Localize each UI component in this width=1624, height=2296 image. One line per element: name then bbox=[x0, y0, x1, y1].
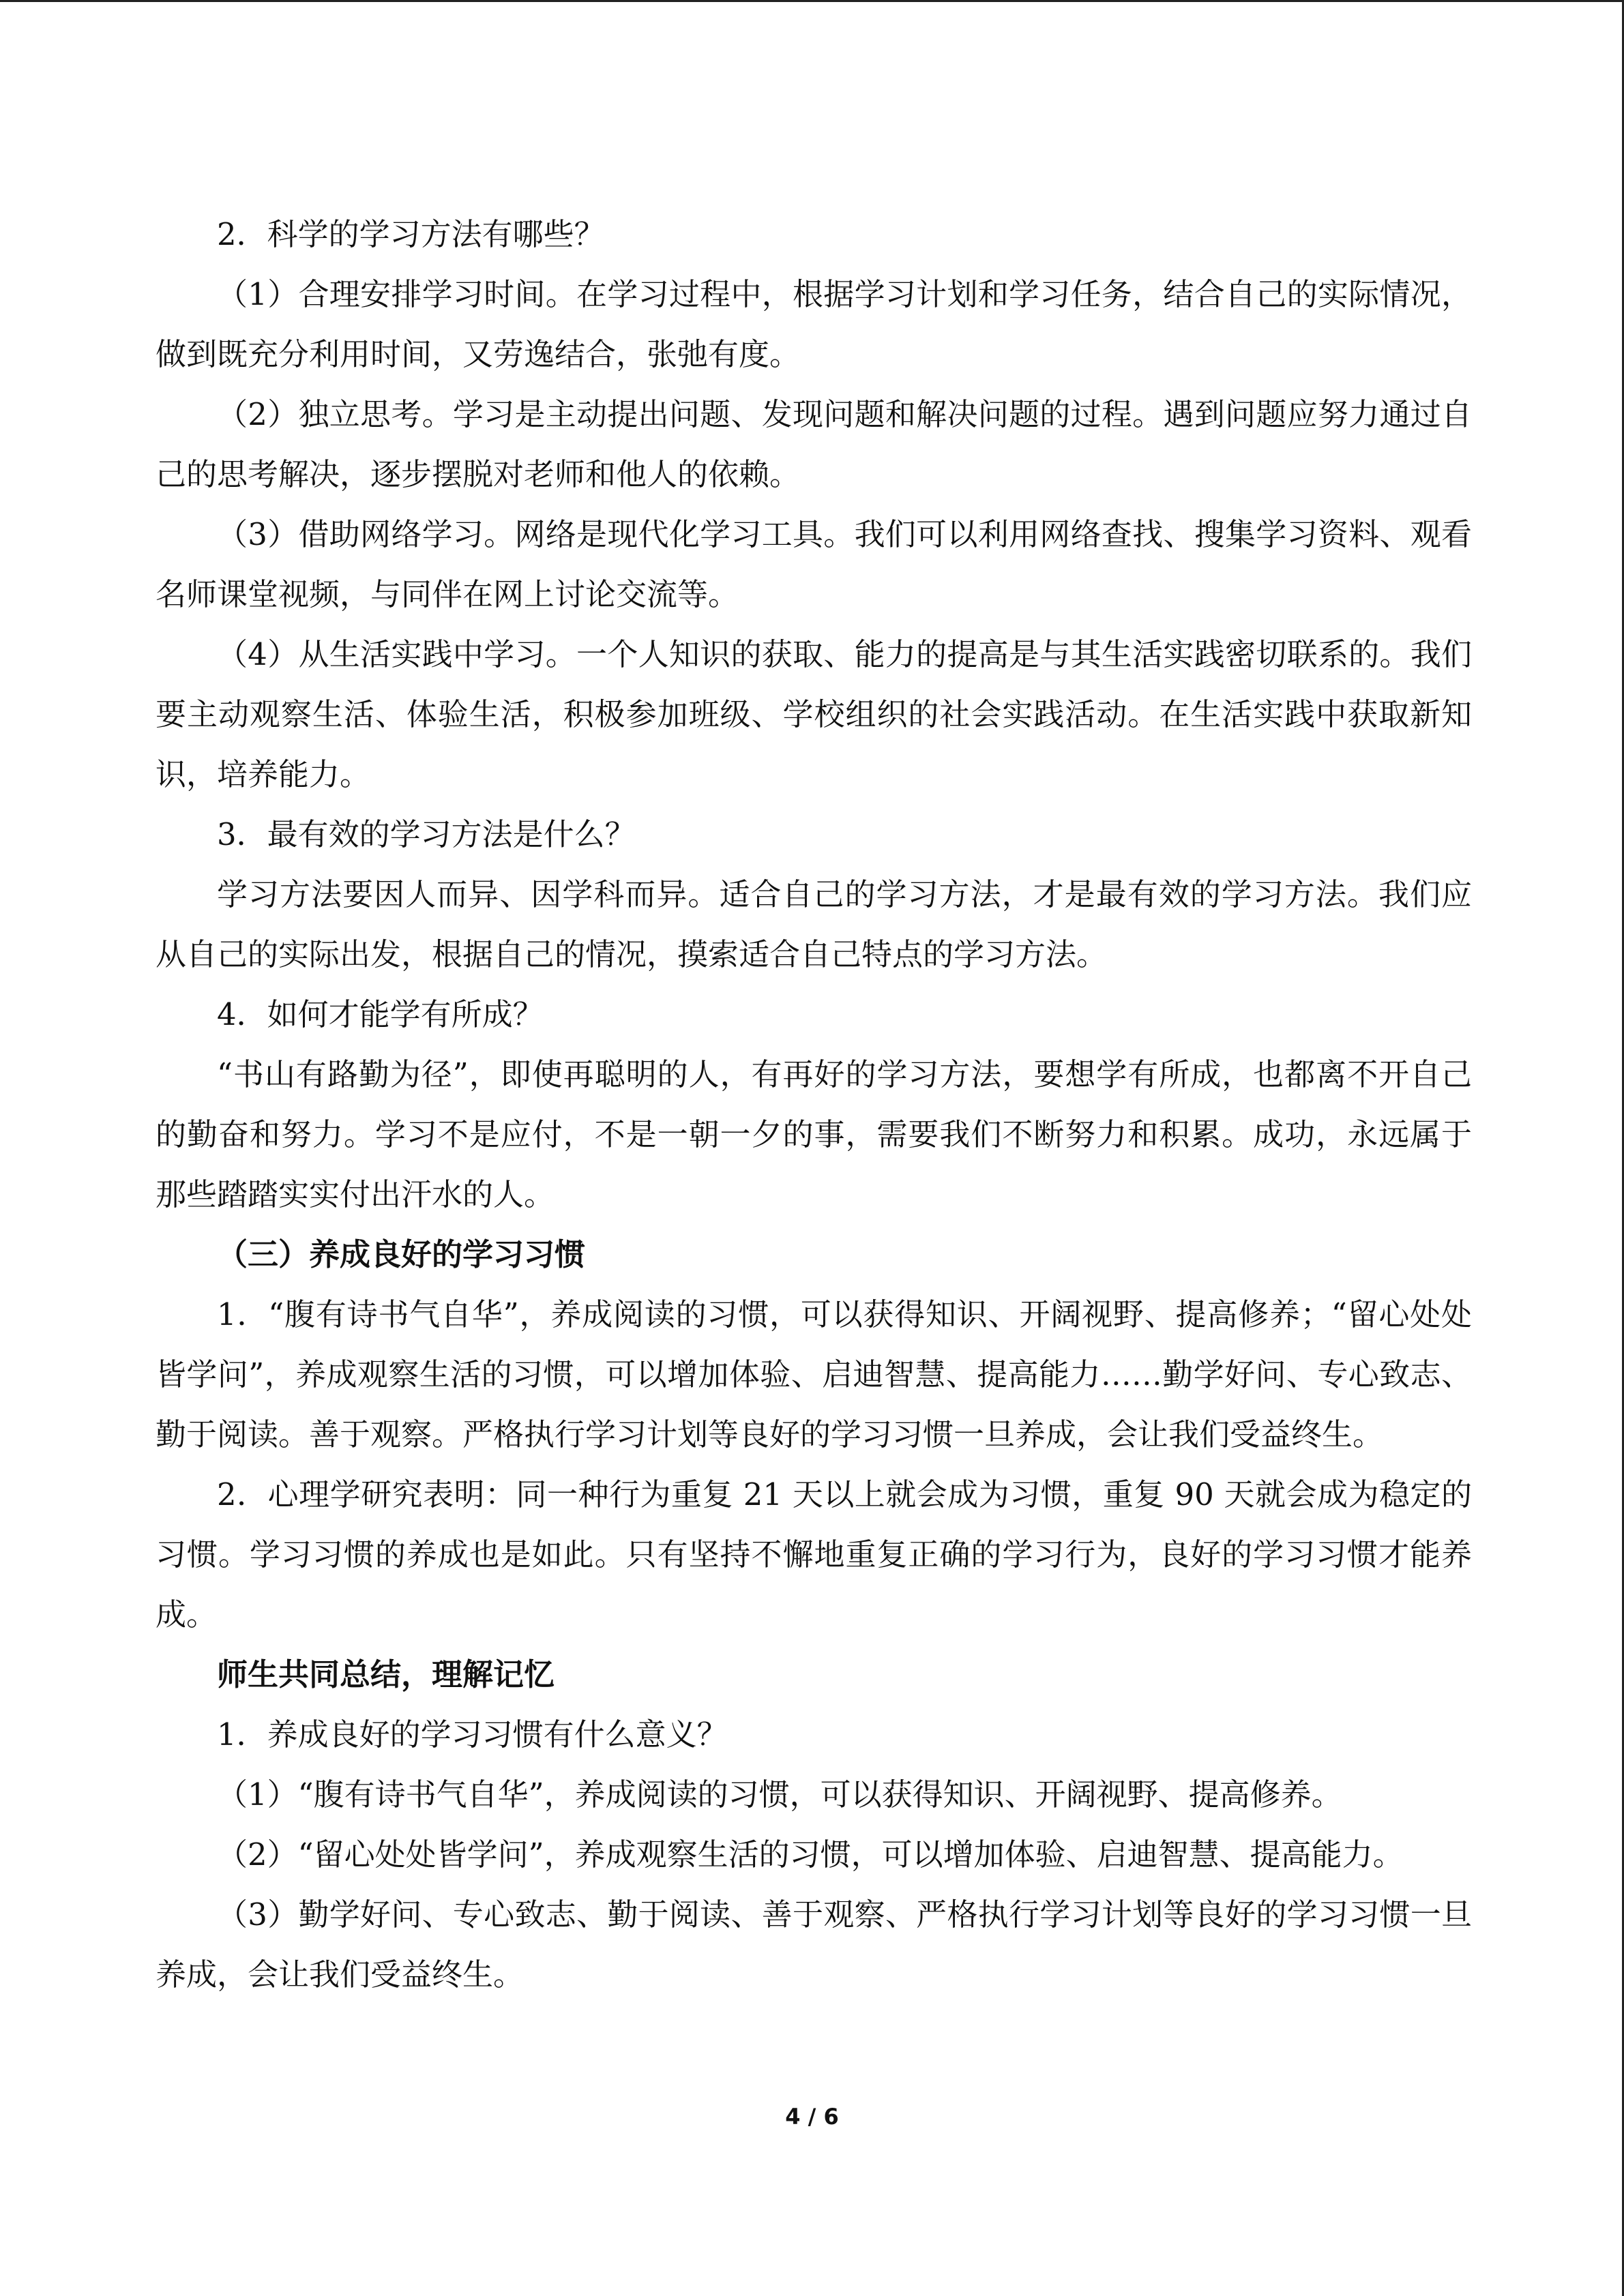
section-3-heading: （三）养成良好的学习习惯 bbox=[217, 1236, 586, 1272]
question-4-heading: 4．如何才能学有所成？ bbox=[217, 996, 544, 1032]
answer-4-paragraph: “书山有路勤为径”，即使再聪明的人，有再好的学习方法，要想学有所成，也都离不开自己的勤奋和努力。学习不是应付，不是一朝一夕的事，需要我们不断努力和积累。成功，永远属于那些踏踏实实付出汗水的人。 bbox=[156, 1056, 1472, 1212]
document-body bbox=[156, 205, 1472, 2005]
method-3-paragraph: （3）借助网络学习。网络是现代化学习工具。我们可以利用网络查找、搜集学习资料、观看名师课堂视频，与同伴在网上讨论交流等。 bbox=[156, 516, 1472, 612]
habit-2-paragraph: 2．心理学研究表明：同一种行为重复 21 天以上就会成为习惯，重复 90 天就会成为稳定的习惯。学习习惯的养成也是如此。只有坚持不懈地重复正确的学习行为，良好的学习习惯才能养成。 bbox=[156, 1476, 1472, 1632]
page-number: 4 / 6 bbox=[785, 2104, 839, 2130]
page-top-border bbox=[0, 0, 1624, 2]
question-3-heading: 3．最有效的学习方法是什么？ bbox=[217, 816, 636, 852]
method-4-paragraph: （4）从生活实践中学习。一个人知识的获取、能力的提高是与其生活实践密切联系的。我们要主动观察生活、体验生活，积极参加班级、学校组织的社会实践活动。在生活实践中获取新知识，培养能力。 bbox=[156, 636, 1472, 792]
summary-heading: 师生共同总结，理解记忆 bbox=[217, 1656, 555, 1693]
summary-question-1: 1．养成良好的学习习惯有什么意义？ bbox=[217, 1716, 728, 1753]
method-2-paragraph: （2）独立思考。学习是主动提出问题、发现问题和解决问题的过程。遇到问题应努力通过自己的思考解决，逐步摆脱对老师和他人的依赖。 bbox=[156, 396, 1472, 492]
summary-point-2: （2）“留心处处皆学问”，养成观察生活的习惯，可以增加体验、启迪智慧、提高能力。 bbox=[217, 1836, 1404, 1873]
answer-3-paragraph: 学习方法要因人而异、因学科而异。适合自己的学习方法，才是最有效的学习方法。我们应从自己的实际出发，根据自己的情况，摸索适合自己特点的学习方法。 bbox=[156, 876, 1472, 972]
habit-1-paragraph: 1．“腹有诗书气自华”，养成阅读的习惯，可以获得知识、开阔视野、提高修养；“留心处处皆学问”，养成观察生活的习惯，可以增加体验、启迪智慧、提高能力……勤学好问、专心致志、勤于阅读。善于观察。严格执行学习计划等良好的学习习惯一旦养成，会让我们受益终生。 bbox=[156, 1296, 1472, 1452]
question-2-heading: 2．科学的学习方法有哪些？ bbox=[217, 216, 605, 252]
method-1-paragraph: （1）合理安排学习时间。在学习过程中，根据学习计划和学习任务，结合自己的实际情况，做到既充分利用时间，又劳逸结合，张弛有度。 bbox=[156, 276, 1472, 372]
summary-point-1: （1）“腹有诗书气自华”，养成阅读的习惯，可以获得知识、开阔视野、提高修养。 bbox=[217, 1776, 1342, 1813]
summary-point-3: （3）勤学好问、专心致志、勤于阅读、善于观察、严格执行学习计划等良好的学习习惯一旦养成，会让我们受益终生。 bbox=[156, 1896, 1472, 1993]
